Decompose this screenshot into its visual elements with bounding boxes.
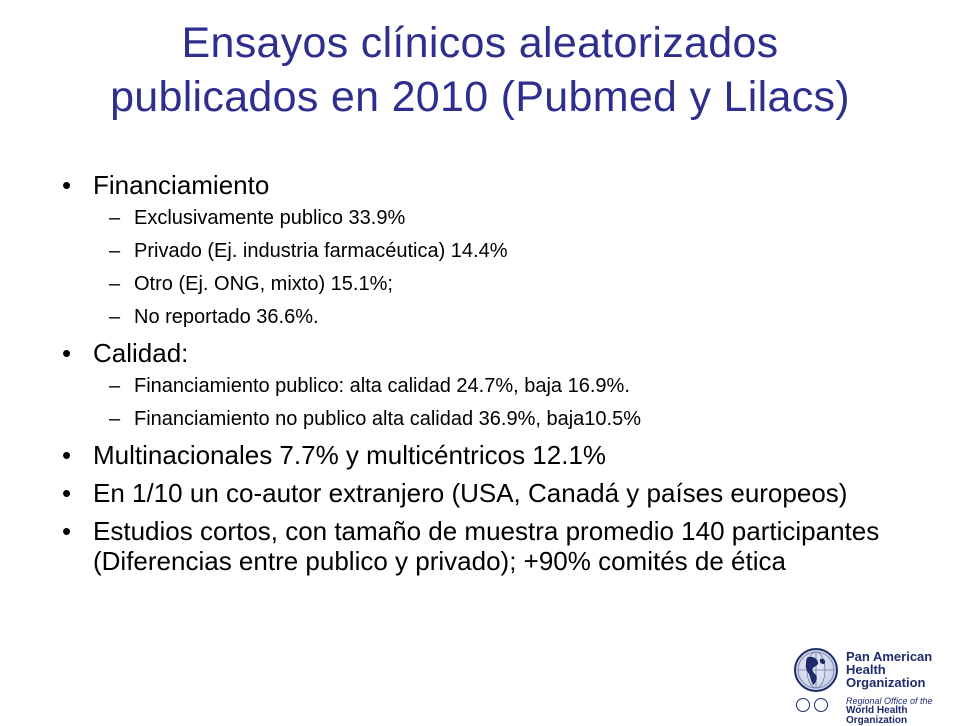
bullet-calidad <box>62 338 922 431</box>
bullet-coautor <box>62 478 922 508</box>
globe-icon <box>794 648 838 692</box>
logo-line-1: Pan American <box>846 649 933 664</box>
sub-bullet-text: – Financiamiento no publico alta calidad 36.9%, baja10.5% <box>134 408 642 430</box>
sub-bullet-text: – Financiamiento publico: alta calidad 24.7%, baja 16.9%. <box>134 375 630 397</box>
logo-small-line-1: Regional Office of the <box>846 696 933 706</box>
sub-bullet-text: – Privado (Ej. industria farmacéutica) 14.4% <box>134 240 508 262</box>
bullet-list <box>62 170 922 576</box>
sub-bullet <box>93 272 922 296</box>
bullet-multinacionales <box>62 440 922 470</box>
globe-map-icon <box>796 650 836 690</box>
logo-subtitle <box>846 696 960 726</box>
paho-logo <box>790 646 960 726</box>
bullet-text: • Estudios cortos, con tamaño de muestra promedio 140 participantes (Diferencias entre publico y privado); +90% comités de ética <box>93 516 880 576</box>
logo-line-3: Organization <box>846 675 926 690</box>
bullet-financiamiento <box>62 170 922 329</box>
sub-bullet <box>93 239 922 263</box>
slide-title <box>0 16 960 124</box>
bullet-text: • Multinacionales 7.7% y multicéntricos 12.1% <box>93 440 607 470</box>
slide-title-line-1: Ensayos clínicos aleatorizados <box>181 19 779 67</box>
bullet-text: • Calidad: <box>93 338 189 368</box>
bullet-estudios <box>62 516 922 576</box>
sub-bullet <box>93 407 922 431</box>
bullet-text: • En 1/10 un co-autor extranjero (USA, Canadá y países europeos) <box>93 478 848 508</box>
sub-bullet-text: – Otro (Ej. ONG, mixto) 15.1%; <box>134 273 393 295</box>
sub-bullet-text: – Exclusivamente publico 33.9% <box>134 207 406 229</box>
slide-title-line-2: publicados en 2010 (Pubmed y Lilacs) <box>110 73 850 121</box>
sub-bullet <box>93 305 922 329</box>
sub-bullet-list <box>93 374 922 431</box>
sub-bullet <box>93 374 922 398</box>
sub-bullet-text: – No reportado 36.6%. <box>134 306 319 328</box>
who-emblem-icon <box>814 698 828 712</box>
logo-line-2: Health <box>846 662 886 677</box>
bullet-text: • Financiamiento <box>93 170 270 200</box>
sub-bullet <box>93 206 922 230</box>
sub-bullet-list <box>93 206 922 329</box>
logo-wordmark <box>846 650 932 689</box>
paho-emblem-icon <box>796 698 810 712</box>
logo-small-line-2: World Health Organization <box>846 705 908 726</box>
